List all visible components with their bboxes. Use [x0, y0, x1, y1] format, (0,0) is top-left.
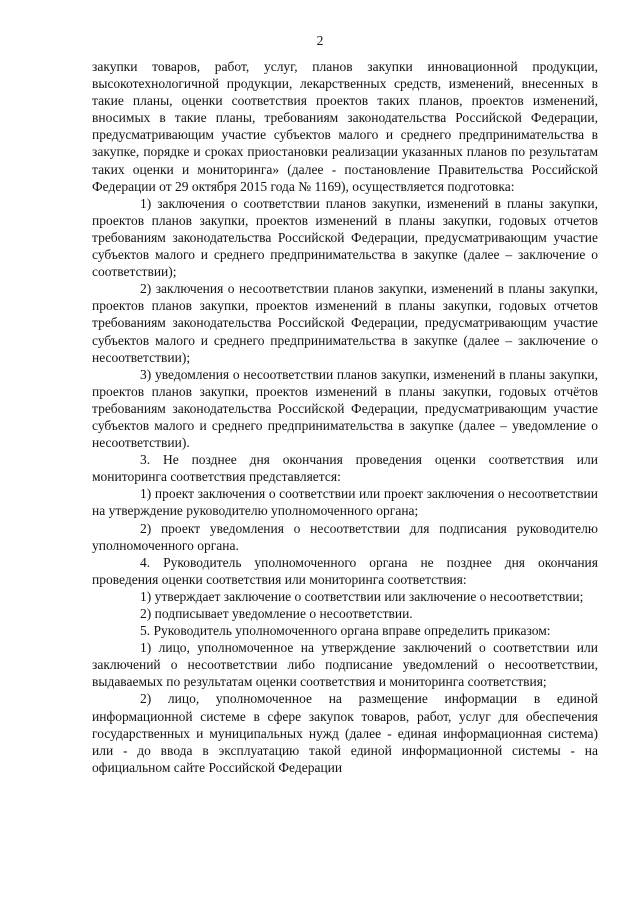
paragraph-section-5-item-1: 1) лицо, уполномоченное на утверждение заключений о соответствии или заключений о несоответствии либо подписание уведомлений о несоответствии, выдаваемых по результатам оценки соответствия и мониторинга соответствия; [92, 640, 598, 690]
paragraph-intro: закупки товаров, работ, услуг, планов закупки инновационной продукции, высокотехнологичной продукции, лекарственных средств, изменений, внесенных в такие планы, оценки соответствия проектов таких планов, проектов изменений, вносимых в такие планы, требованиям законодательства Российской Федерации, предусматривающим участие субъектов малого и среднего предпринимательства в закупке, порядке и сроках приостановки реализации указанных планов по результатам таких оценки и мониторинга» (далее - постановление Правительства Российской Федерации от 29 октября 2015 года № 1169), осуществляется подготовка: [92, 59, 598, 194]
paragraph-section-3: 3. Не позднее дня окончания проведения оценки соответствия или мониторинга соответствия представляется: [92, 452, 598, 485]
paragraph-section-4-item-2: 2) подписывает уведомление о несоответствии. [140, 606, 413, 621]
paragraph-section-5-item-2: 2) лицо, уполномоченное на размещение информации в единой информационной системе в сфере закупок товаров, работ, услуг для обеспечения государственных и муниципальных нужд (далее - единая информационная система) или - до ввода в эксплуатацию такой единой информационной системы - на официальном сайте Российской Федерации [92, 691, 598, 775]
paragraph-section-5: 5. Руководитель уполномоченного органа вправе определить приказом: [140, 623, 551, 639]
paragraph-item-2-nonconformity-conclusion: 2) заключения о несоответствии планов закупки, изменений в планы закупки, проектов планов закупки, проектов изменений в планы закупки, годовых отчетов требованиям законодательства Российской Федерации, предусматривающим участие субъектов малого и среднего предпринимательства в закупке (далее – заключение о несоответствии); [92, 281, 598, 365]
paragraph-section-3-item-2: 2) проект уведомления о несоответствии для подписания руководителю уполномоченного органа. [92, 520, 598, 553]
paragraph-section-4: 4. Руководитель уполномоченного органа не позднее дня окончания проведения оценки соответствия или мониторинга соответствия: [92, 554, 598, 587]
paragraph-item-3-nonconformity-notice: 3) уведомления о несоответствии планов закупки, изменений в планы закупки, проектов планов закупки, проектов изменений в планы закупки, годовых отчётов требованиям законодательства Российской Федерации, предусматривающим участие субъектов малого и среднего предпринимательства в закупке (далее – уведомление о несоответствии). [92, 366, 598, 451]
document-body [92, 58, 598, 776]
paragraph-section-3-item-1: 1) проект заключения о соответствии или проект заключения о несоответствии на утверждение руководителю уполномоченного органа; [92, 486, 598, 519]
page-number: 2 [316, 33, 324, 48]
paragraph-item-1-conformity-conclusion: 1) заключения о соответствии планов закупки, изменений в планы закупки, проектов планов закупки, проектов изменений в планы закупки, годовых отчетов требованиям законодательства Российской Федерации, предусматривающим участие субъектов малого и среднего предпринимательства в закупке (далее – заключение о соответствии); [92, 195, 598, 280]
paragraph-section-4-item-1: 1) утверждает заключение о соответствии или заключение о несоответствии; [140, 588, 584, 604]
